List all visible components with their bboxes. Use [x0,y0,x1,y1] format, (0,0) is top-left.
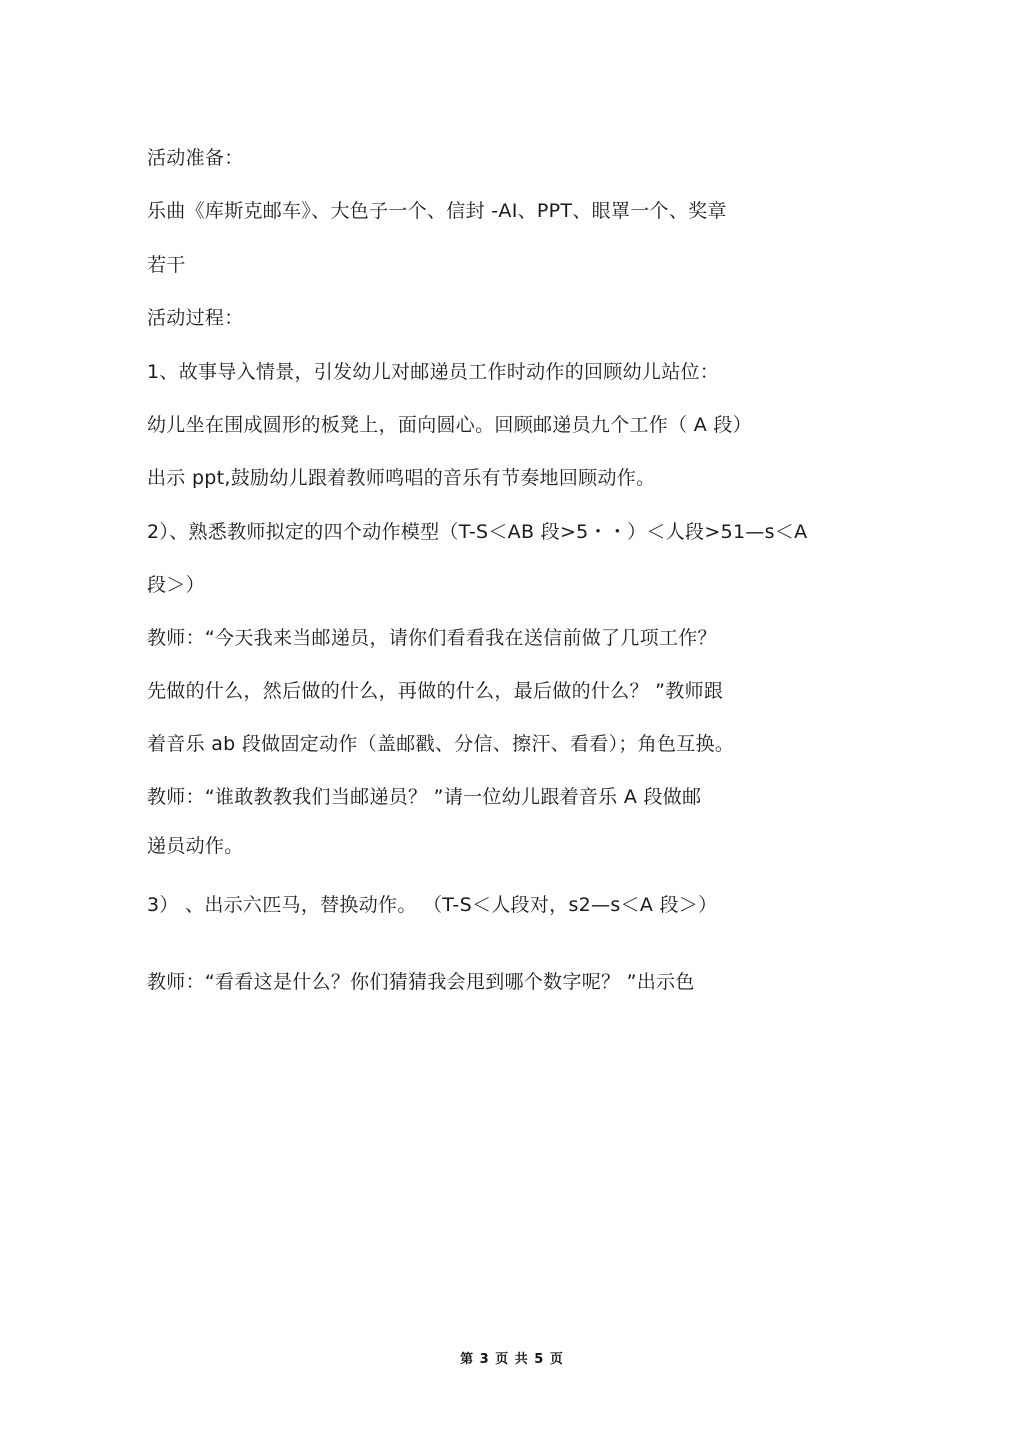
text-line: 教师：“谁敢教教我们当邮递员？ ”请一位幼儿跟着音乐 A 段做邮 [147,786,702,808]
text-line: 1、故事导入情景，引发幼儿对邮递员工作时动作的回顾幼儿站位： [147,361,720,383]
page-number: 第 3 页 共 5 页 [460,1352,564,1367]
text-line: 活动准备： [147,147,244,169]
text-line: 着音乐 ab 段做固定动作（盖邮戳、分信、擦汗、看看）；角色互换。 [147,733,735,755]
text-line: 活动过程： [147,307,244,329]
text-line: 先做的什么，然后做的什么，再做的什么，最后做的什么？ ”教师跟 [147,680,724,702]
text-line: 2）、熟悉教师拟定的四个动作模型（T-S＜AB 段>5・・）＜人段>51—s＜A [147,521,808,543]
text-line: 3） 、出示六匹马，替换动作。 （T-S＜人段对，s2—s＜A 段＞） [147,894,718,916]
text-line: 递员动作。 [147,835,244,857]
text-line: 幼儿坐在围成圆形的板凳上，面向圆心。回顾邮递员九个工作（ A 段） [147,414,752,436]
text-line: 若干 [147,254,186,276]
text-line: 乐曲《库斯克邮车》、大色子一个、信封 -AI、PPT、眼罩一个、奖章 [147,200,727,222]
text-line: 教师：“看看这是什么？你们猜猜我会甩到哪个数字呢？ ”出示色 [147,971,695,993]
text-line: 教师：“今天我来当邮递员，请你们看看我在送信前做了几项工作？ [147,627,717,649]
text-line: 段＞） [147,574,205,596]
text-line: 出示 ppt,鼓励幼儿跟着教师鸣唱的音乐有节奏地回顾动作。 [147,467,656,489]
